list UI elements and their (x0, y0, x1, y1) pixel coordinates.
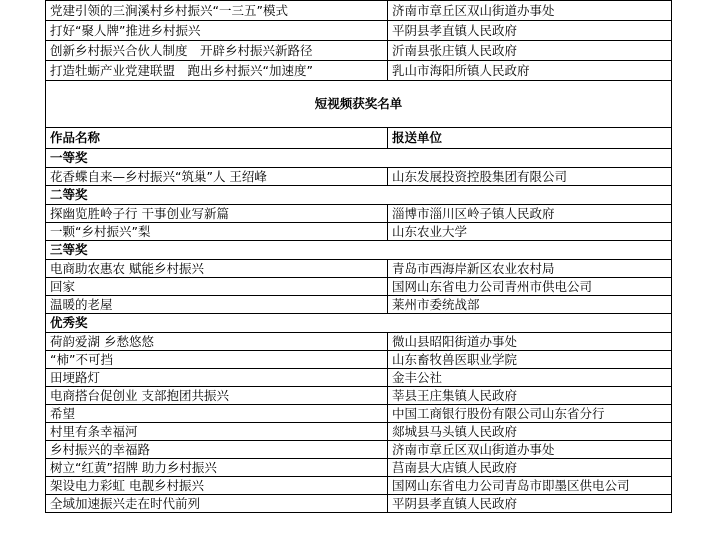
work-name-cell: 一颗“乡村振兴”梨 (46, 223, 388, 241)
submitting-unit-cell: 莘县王庄集镇人民政府 (388, 387, 672, 405)
table-row (46, 61, 672, 81)
table-row (46, 260, 672, 278)
table-row (46, 351, 672, 369)
submitting-unit-cell: 郯城县马头镇人民政府 (388, 423, 672, 441)
submitting-unit-cell: 国网山东省电力公司青州市供电公司 (388, 278, 672, 296)
work-name-cell: 树立“红黄”招牌 助力乡村振兴 (46, 459, 388, 477)
work-name-cell: 党建引领的三涧溪村乡村振兴“一三五”模式 (46, 1, 388, 21)
table-row (46, 405, 672, 423)
work-name-cell: 打好“聚人牌”推进乡村振兴 (46, 21, 388, 41)
header-row (46, 128, 672, 149)
table-row (46, 387, 672, 405)
work-name-cell: 探幽览胜岭子行 干事创业写新篇 (46, 205, 388, 223)
table-row (46, 1, 672, 21)
work-name-cell: 花香蝶自来—乡村振兴“筑巢”人 王绍峰 (46, 168, 388, 186)
award-level-row (46, 314, 672, 333)
submitting-unit-cell: 青岛市西海岸新区农业农村局 (388, 260, 672, 278)
submitting-unit-cell: 莒南县大店镇人民政府 (388, 459, 672, 477)
award-level-row (46, 149, 672, 168)
award-level-label: 二等奖 (46, 186, 672, 205)
table-row (46, 278, 672, 296)
work-name-cell: 架设电力彩虹 电靓乡村振兴 (46, 477, 388, 495)
submitting-unit-cell: 金丰公社 (388, 369, 672, 387)
work-name-cell: 村里有条幸福河 (46, 423, 388, 441)
award-level-row (46, 186, 672, 205)
table-row (46, 41, 672, 61)
work-name-cell: 田埂路灯 (46, 369, 388, 387)
submitting-unit-cell: 乳山市海阳所镇人民政府 (388, 61, 672, 81)
table-row (46, 21, 672, 41)
submitting-unit-cell: 莱州市委统战部 (388, 296, 672, 314)
work-name-cell: 乡村振兴的幸福路 (46, 441, 388, 459)
work-name-cell: 打造牡蛎产业党建联盟 跑出乡村振兴“加速度” (46, 61, 388, 81)
submitting-unit-cell: 沂南县张庄镇人民政府 (388, 41, 672, 61)
table-row (46, 168, 672, 186)
submitting-unit-cell: 济南市章丘区双山街道办事处 (388, 1, 672, 21)
table-row (46, 333, 672, 351)
section-title-row (46, 81, 672, 128)
table-row (46, 223, 672, 241)
award-level-row (46, 241, 672, 260)
submitting-unit-cell: 淄博市淄川区岭子镇人民政府 (388, 205, 672, 223)
table-row (46, 369, 672, 387)
work-name-cell: 电商助农惠农 赋能乡村振兴 (46, 260, 388, 278)
work-name-cell: 电商搭台促创业 支部抱团共振兴 (46, 387, 388, 405)
work-name-cell: 全域加速振兴走在时代前列 (46, 495, 388, 513)
submitting-unit-cell: 微山县昭阳街道办事处 (388, 333, 672, 351)
table-row (46, 495, 672, 513)
submitting-unit-cell: 平阴县孝直镇人民政府 (388, 495, 672, 513)
submitting-unit-cell: 国网山东省电力公司青岛市即墨区供电公司 (388, 477, 672, 495)
award-level-label: 一等奖 (46, 149, 672, 168)
table-row (46, 477, 672, 495)
submitting-unit-cell: 山东农业大学 (388, 223, 672, 241)
table-row (46, 459, 672, 477)
submitting-unit-cell: 济南市章丘区双山街道办事处 (388, 441, 672, 459)
submitting-unit-cell: 中国工商银行股份有限公司山东省分行 (388, 405, 672, 423)
section-title: 短视频获奖名单 (46, 81, 672, 128)
work-name-cell: 荷韵爱湖 乡愁悠悠 (46, 333, 388, 351)
submitting-unit-cell: 平阴县孝直镇人民政府 (388, 21, 672, 41)
award-level-label: 三等奖 (46, 241, 672, 260)
column-header-unit: 报送单位 (388, 128, 672, 149)
submitting-unit-cell: 山东发展投资控股集团有限公司 (388, 168, 672, 186)
work-name-cell: “柿”不可挡 (46, 351, 388, 369)
award-level-label: 优秀奖 (46, 314, 672, 333)
table-row (46, 423, 672, 441)
table-row (46, 441, 672, 459)
table-row (46, 296, 672, 314)
column-header-work: 作品名称 (46, 128, 388, 149)
work-name-cell: 创新乡村振兴合伙人制度 开辟乡村振兴新路径 (46, 41, 388, 61)
table-row (46, 205, 672, 223)
work-name-cell: 希望 (46, 405, 388, 423)
work-name-cell: 温暖的老屋 (46, 296, 388, 314)
work-name-cell: 回家 (46, 278, 388, 296)
award-list-table (45, 0, 672, 513)
submitting-unit-cell: 山东畜牧兽医职业学院 (388, 351, 672, 369)
